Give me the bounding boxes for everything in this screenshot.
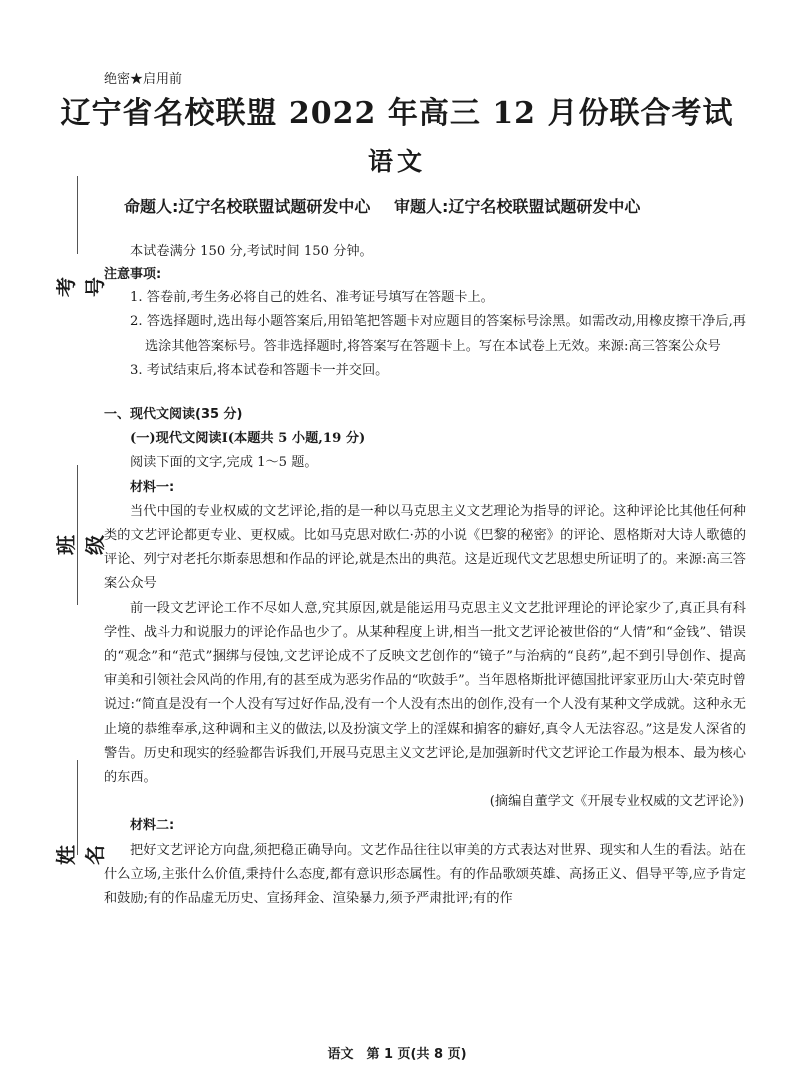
section-title: 一、现代文阅读(35 分) (104, 407, 243, 423)
exam-number-line (77, 176, 78, 254)
material1-paragraph: 前一段文艺评论工作不尽如人意,究其原因,就是能运用马克思主义文艺批评理论的评论家少了,真正具有科学性、战斗力和说服力的评论作品也少了。从某种程度上讲,相当一批文艺评论被世俗的“人情”和“金钱”、错误的“观念”和“范式”捆绑与侵蚀,文艺评论成不了反映文艺创作的“镜子”与治病的“良药”,起不到引导创作、提高审美和引领社会风尚的作用,有的甚至成为恶劣作品的“吹鼓手”。当年恩格斯批评德国批评家亚历山大·荣克时曾说过:“简直是没有一个人没有写过好作品,没有一个人没有杰出的创作,没有一个人没有某种文学成就。这种永无止境的恭维奉承,这种调和主义的做法,以及扮演文学上的淫媒和掮客的癖好,真令人无法容忍。”这是发人深省的警告。历史和现实的经验都告诉我们,开展马克思主义文艺评论,是加强新时代文艺评论工作最为根本、最为核心的东西。 (104, 600, 746, 786)
material2-paragraph: 把好文艺评论方向盘,须把稳正确导向。文艺作品往往以审美的方式表达对世界、现实和人生的看法。站在什么立场,主张什么价值,秉持什么态度,都有意识形态属性。有的作品歌颂英雄、高扬正义、倡导平等,应予肯定和鼓励;有的作品虚无历史、宣扬拜金、渲染暴力,须予严肃批评;有的作 (104, 842, 746, 907)
page-footer: 语文 第 1 页(共 8 页) (327, 1047, 467, 1062)
subsection-title (104, 427, 746, 451)
material1-source: (摘编自董学文《开展专业权威的文艺评论》) (489, 794, 744, 810)
reviewer-label: 审题人:辽宁名校联盟试题研发中心 (393, 197, 641, 216)
note-item: 2. 答选择题时,选出每小题答案后,用铅笔把答题卡对应题目的答案标号涂黑。如需改动,用橡皮擦干净后,再选涂其他答案标号。答非选择题时,将答案写在答题卡上。写在本试卷上无效。来源:高三答案公众号 (130, 314, 746, 354)
notes-title: 注意事项: (104, 267, 162, 283)
score-time: 本试卷满分 150 分,考试时间 150 分钟。 (130, 244, 373, 259)
exam-content (104, 240, 746, 911)
authors-line (124, 194, 658, 217)
notes-list (104, 286, 746, 383)
material1-paragraph: 当代中国的专业权威的文艺评论,指的是一种以马克思主义文艺理论为指导的评论。这种评论比其他任何种类的文艺评论都更专业、更权威。比如马克思对欧仁·苏的小说《巴黎的秘密》的评论、恩格斯对大诗人歌德的评论、列宁对老托尔斯泰思想和作品的评论,就是杰出的典范。这是近现代文艺思想史所证明了的。来源:高三答案公众号 (104, 503, 746, 592)
instruction: 阅读下面的文字,完成 1～5 题。 (130, 455, 318, 471)
exam-number-label: 考号 (54, 277, 107, 297)
subject-title: 语文 (367, 147, 426, 176)
note-item: 3. 考试结束后,将本试卷和答题卡一并交回。 (130, 362, 389, 378)
note-item: 1. 答卷前,考生务必将自己的姓名、准考证号填写在答题卡上。 (130, 290, 494, 306)
class-label: 班级 (54, 535, 107, 555)
secret-note: 绝密★启用前 (104, 72, 183, 87)
author-label: 命题人:辽宁名校联盟试题研发中心 (124, 197, 371, 216)
name-label: 姓名 (54, 845, 107, 865)
material2-label: 材料二: (130, 818, 175, 834)
material1-label: 材料一: (130, 479, 175, 495)
subsection-title-text: (一)现代文阅读Ⅰ(本题共 5 小题,19 分) (130, 431, 366, 447)
exam-title: 辽宁省名校联盟 2022 年高三 12 月份联合考试 (60, 96, 734, 131)
